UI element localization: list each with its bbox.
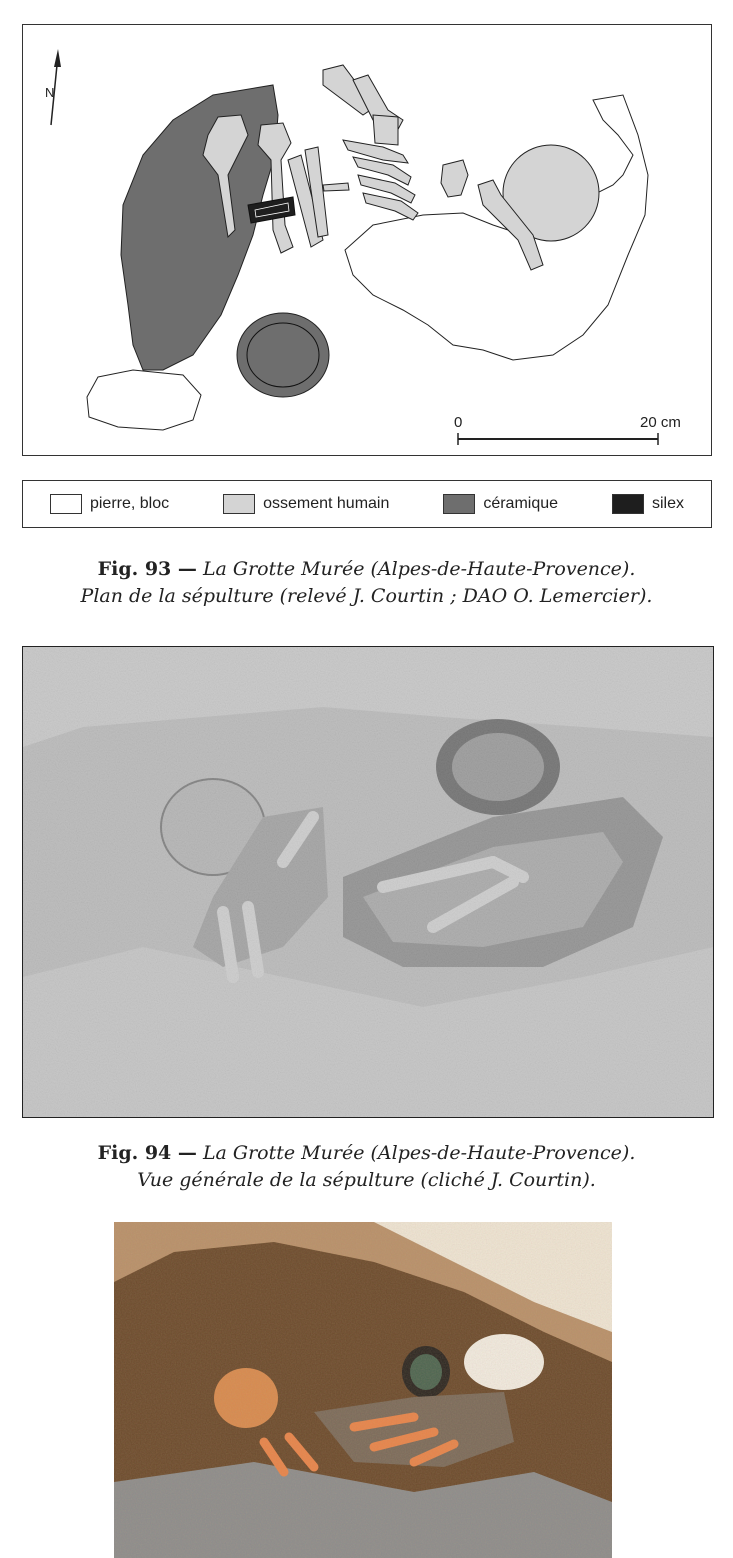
figure-93-caption (0, 556, 733, 610)
stone-block-small (87, 370, 201, 430)
burial-photo-color-image (114, 1222, 612, 1558)
figure-94-title: La Grotte Murée (Alpes-de-Haute-Provence). (202, 1142, 636, 1164)
figure-94-number: Fig. 94 — (97, 1142, 197, 1164)
burial-photo-bw (22, 646, 714, 1118)
figure-93-subtitle: Plan de la sépulture (relevé J. Courtin ; DAO O. Lemercier). (80, 585, 653, 607)
legend-swatch-stone (50, 494, 82, 514)
legend-swatch-flint (612, 494, 644, 514)
legend-label-bone: ossement humain (263, 495, 390, 512)
north-label: N (45, 85, 55, 100)
scale-bar (458, 433, 658, 445)
legend-item-flint (612, 494, 684, 514)
burial-plan-figure (22, 24, 712, 456)
figure-94-caption (0, 1140, 733, 1194)
legend-swatch-bone (223, 494, 255, 514)
legend-item-bone (223, 494, 389, 514)
legend-swatch-ceramic (443, 494, 475, 514)
burial-photo-bw-image (23, 647, 713, 1117)
burial-plan-drawing (23, 25, 713, 457)
legend-item-ceramic (443, 494, 558, 514)
figure-93-title: La Grotte Murée (Alpes-de-Haute-Provence). (202, 558, 636, 580)
legend-label-flint: silex (651, 495, 684, 512)
scale-start-label: 0 (454, 414, 463, 431)
scale-end-label: 20 cm (640, 414, 681, 431)
figure-94-subtitle: Vue générale de la sépulture (cliché J. Courtin). (137, 1169, 596, 1191)
legend-item-stone (50, 494, 169, 514)
plan-legend (22, 480, 712, 528)
legend-label-ceramic: céramique (483, 495, 559, 512)
legend-label-stone: pierre, bloc (89, 495, 170, 512)
figure-93-number: Fig. 93 — (97, 558, 197, 580)
burial-photo-color (114, 1222, 612, 1558)
ceramic-vessel-round (237, 313, 329, 397)
